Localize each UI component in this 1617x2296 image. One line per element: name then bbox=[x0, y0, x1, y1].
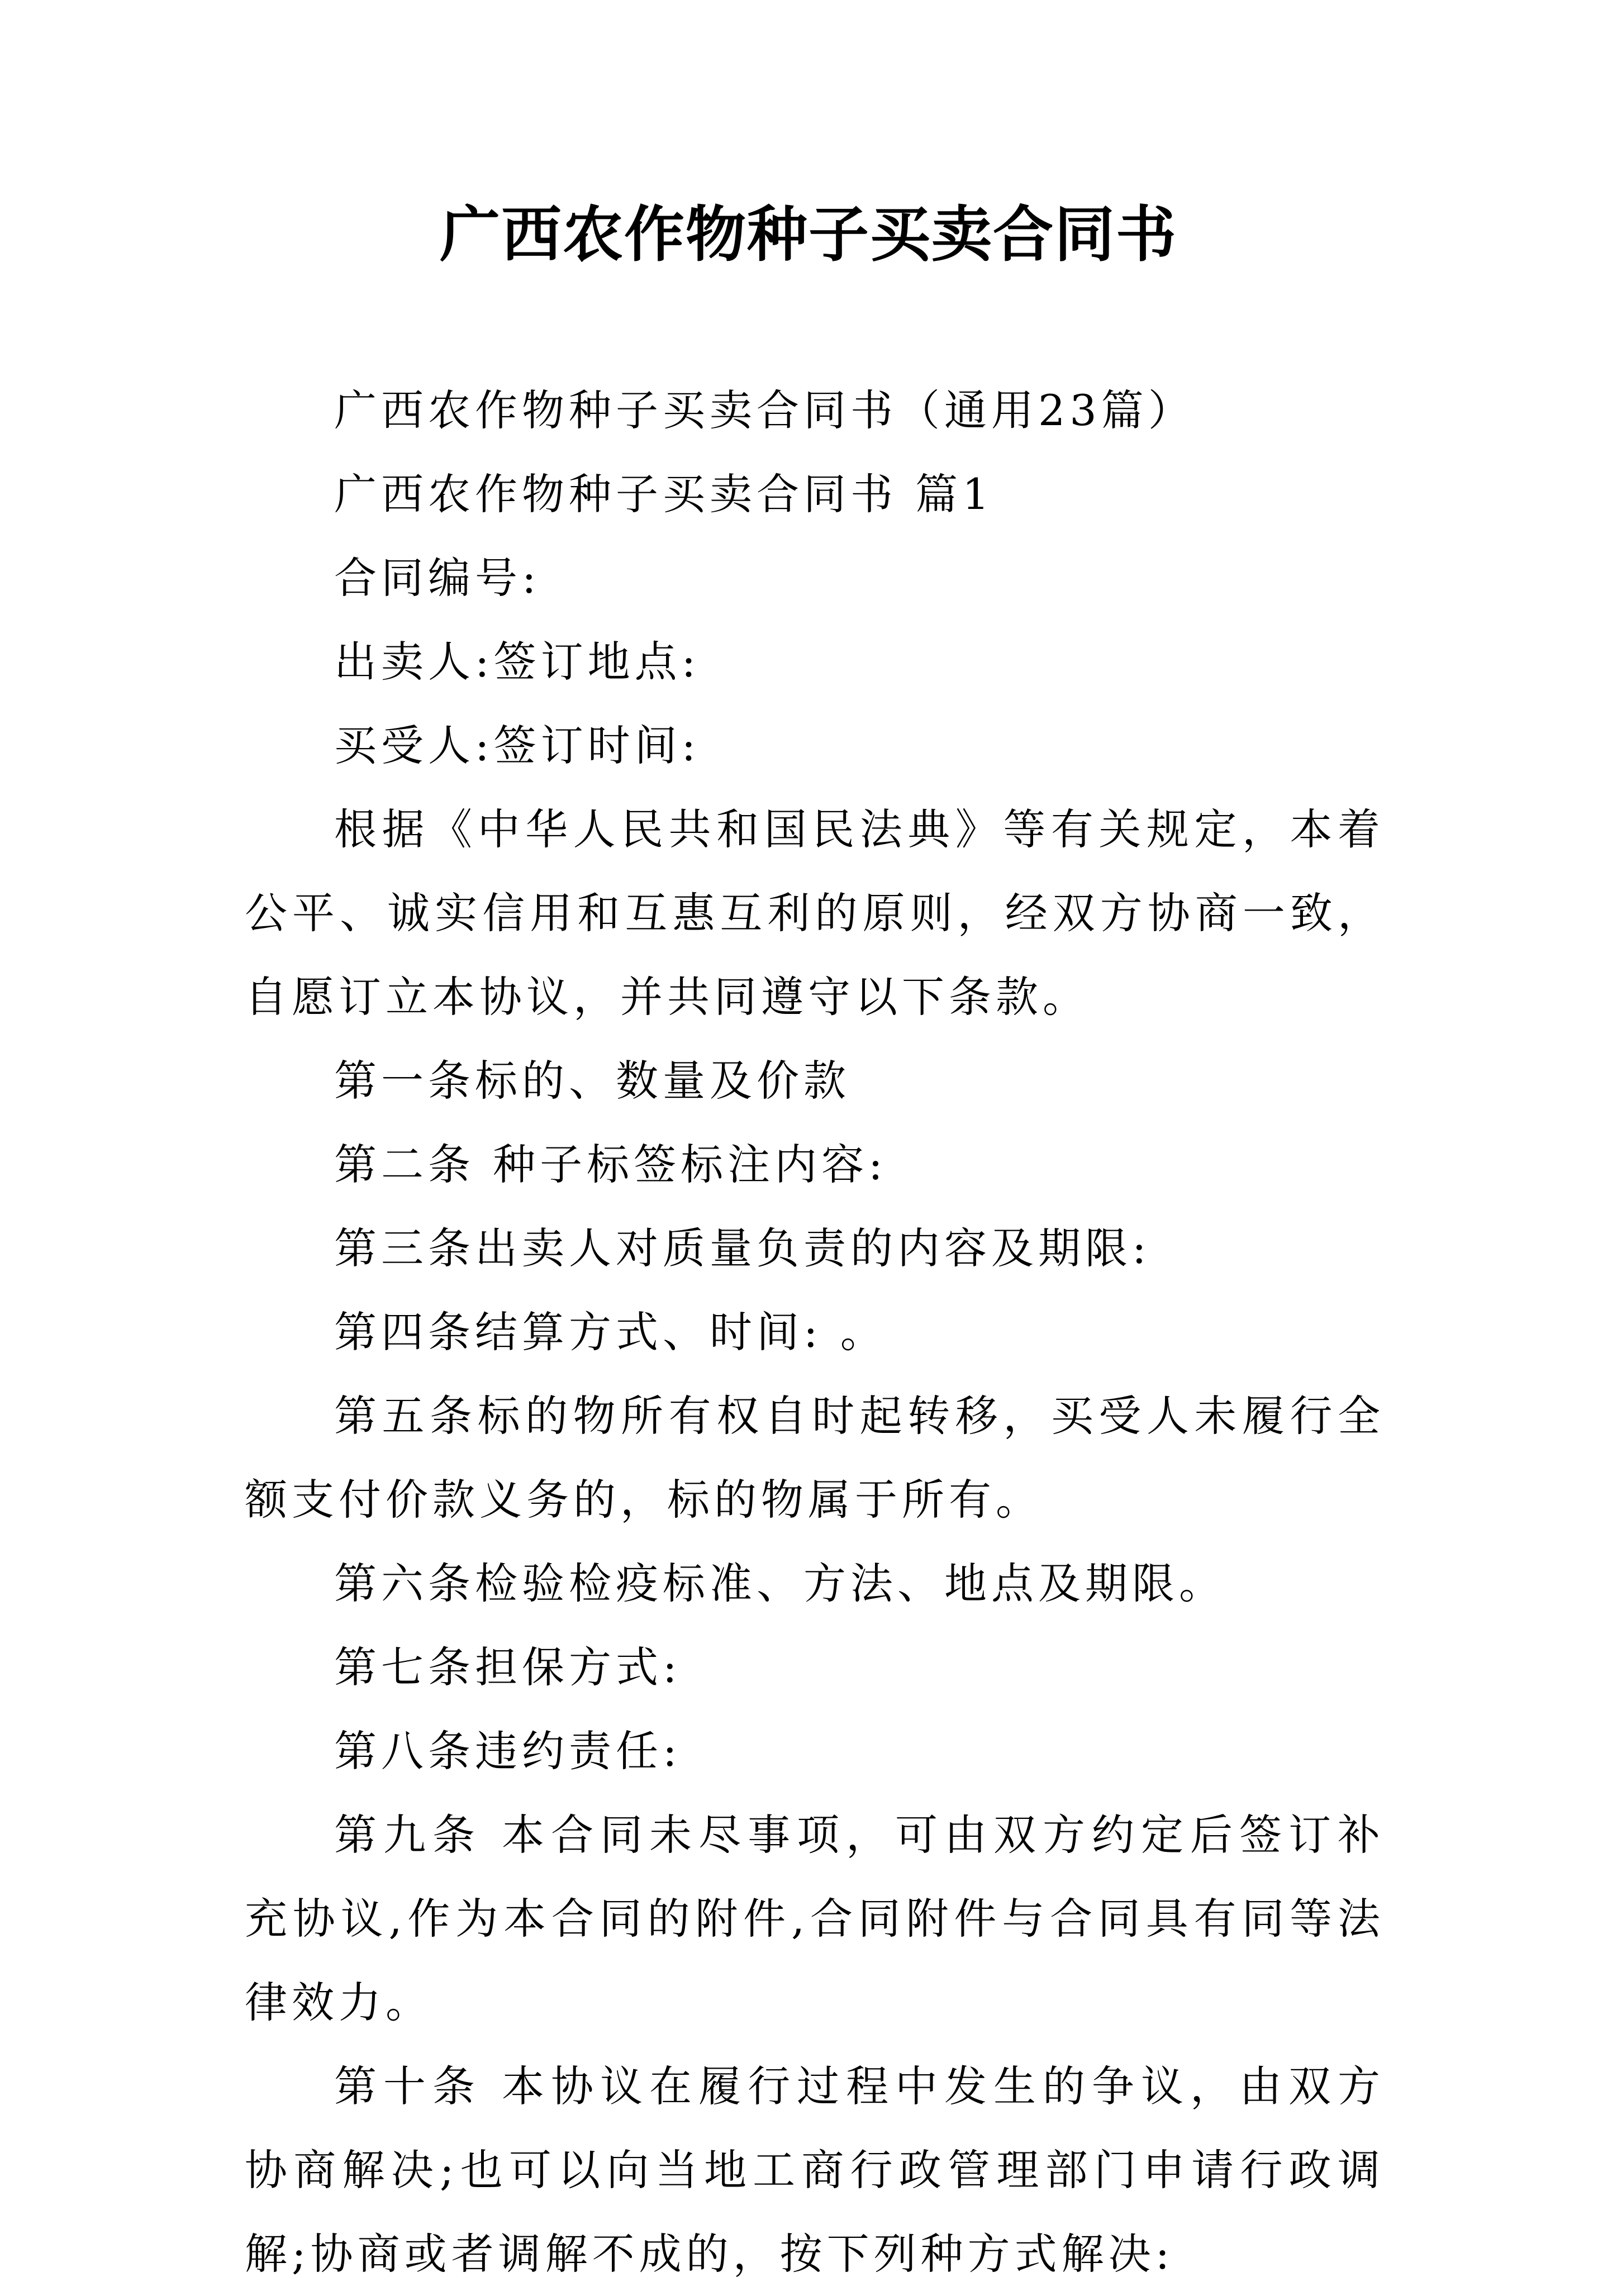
article-1: 第一条标的、数量及价款 bbox=[334, 1056, 850, 1106]
article-5: 第五条标的物所有权自时起转移，买受人未履行全额支付价款义务的，标的物属于所有。 bbox=[245, 1391, 1385, 1525]
seller-line: 出卖人:签订地点: bbox=[334, 637, 701, 687]
article-8: 第八条违约责任: bbox=[334, 1726, 682, 1776]
subtitle-line: 广西农作物种子买卖合同书（通用23篇） bbox=[334, 385, 1195, 435]
article-3: 第三条出卖人对质量负责的内容及期限: bbox=[334, 1223, 1151, 1273]
section-heading: 广西农作物种子买卖合同书 篇1 bbox=[334, 469, 994, 519]
document-body bbox=[245, 369, 1385, 2296]
article-6: 第六条检验检疫标准、方法、地点及期限。 bbox=[334, 1559, 1226, 1608]
contract-number-line: 合同编号: bbox=[334, 553, 541, 603]
preamble-paragraph: 根据《中华人民共和国民法典》等有关规定，本着公平、诚实信用和互惠互利的原则，经双方协商一致，自愿订立本协议，并共同遵守以下条款。 bbox=[245, 804, 1385, 1022]
article-4: 第四条结算方式、时间: 。 bbox=[334, 1307, 887, 1357]
buyer-line: 买受人:签订时间: bbox=[334, 721, 701, 770]
article-9: 第九条 本合同未尽事项，可由双方约定后签订补充协议,作为本合同的附件,合同附件与合同具有同等法律效力。 bbox=[245, 1810, 1385, 2027]
article-2: 第二条 种子标签标注内容: bbox=[334, 1140, 887, 1189]
article-7: 第七条担保方式: bbox=[334, 1642, 682, 1692]
article-10: 第十条 本协议在履行过程中发生的争议，由双方协商解决;也可以向当地工商行政管理部门申请行政调解;协商或者调解不成的，按下列种方式解决: bbox=[245, 2061, 1385, 2279]
document-title: 广西农作物种子买卖合同书 bbox=[439, 199, 1177, 270]
